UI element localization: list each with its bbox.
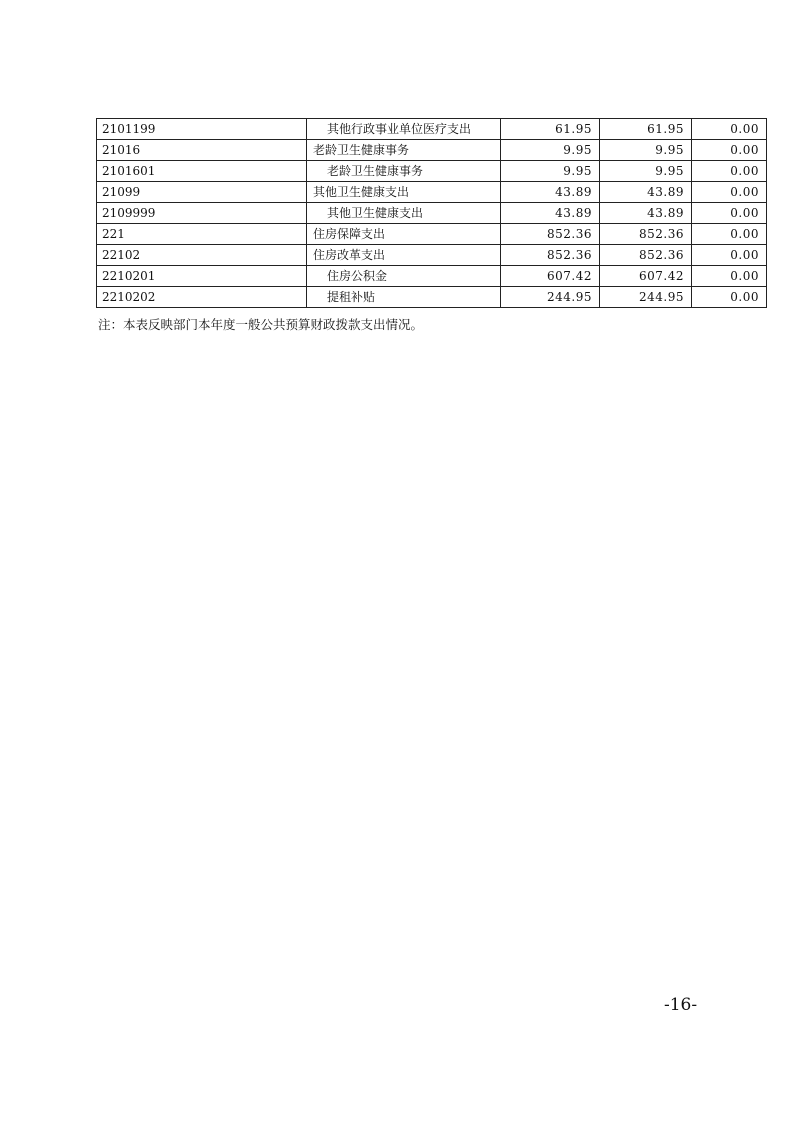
subject-name-cell: 其他卫生健康支出	[307, 182, 501, 203]
subject-code-cell: 2101199	[97, 119, 307, 140]
basic-expenditure-cell: 43.89	[600, 182, 692, 203]
subject-name-cell: 提租补贴	[307, 287, 501, 308]
subject-name-cell: 住房公积金	[307, 266, 501, 287]
project-expenditure-cell: 0.00	[692, 224, 767, 245]
table-note: 注：本表反映部门本年度一般公共预算财政拨款支出情况。	[98, 317, 424, 332]
subject-code-cell: 21099	[97, 182, 307, 203]
total-amount-cell: 9.95	[501, 140, 600, 161]
table-row	[97, 266, 767, 287]
total-amount-cell: 852.36	[501, 224, 600, 245]
basic-expenditure-cell: 9.95	[600, 161, 692, 182]
subject-name-cell: 其他行政事业单位医疗支出	[307, 119, 501, 140]
subject-code-cell: 22102	[97, 245, 307, 266]
table-row	[97, 245, 767, 266]
subject-name-cell: 老龄卫生健康事务	[307, 161, 501, 182]
basic-expenditure-cell: 852.36	[600, 245, 692, 266]
total-amount-cell: 61.95	[501, 119, 600, 140]
page-number: -16-	[664, 995, 698, 1015]
subject-name-cell: 住房改革支出	[307, 245, 501, 266]
subject-code-cell: 221	[97, 224, 307, 245]
table-row	[97, 161, 767, 182]
basic-expenditure-cell: 852.36	[600, 224, 692, 245]
table-row	[97, 203, 767, 224]
subject-name-cell: 住房保障支出	[307, 224, 501, 245]
table-row	[97, 119, 767, 140]
budget-table	[96, 118, 767, 308]
basic-expenditure-cell: 9.95	[600, 140, 692, 161]
total-amount-cell: 43.89	[501, 182, 600, 203]
total-amount-cell: 852.36	[501, 245, 600, 266]
total-amount-cell: 244.95	[501, 287, 600, 308]
subject-code-cell: 2101601	[97, 161, 307, 182]
project-expenditure-cell: 0.00	[692, 140, 767, 161]
project-expenditure-cell: 0.00	[692, 287, 767, 308]
subject-name-cell: 其他卫生健康支出	[307, 203, 501, 224]
table-row	[97, 140, 767, 161]
basic-expenditure-cell: 61.95	[600, 119, 692, 140]
subject-code-cell: 2210201	[97, 266, 307, 287]
subject-name-cell: 老龄卫生健康事务	[307, 140, 501, 161]
total-amount-cell: 9.95	[501, 161, 600, 182]
basic-expenditure-cell: 244.95	[600, 287, 692, 308]
subject-code-cell: 21016	[97, 140, 307, 161]
subject-code-cell: 2109999	[97, 203, 307, 224]
total-amount-cell: 607.42	[501, 266, 600, 287]
project-expenditure-cell: 0.00	[692, 161, 767, 182]
table-row	[97, 182, 767, 203]
total-amount-cell: 43.89	[501, 203, 600, 224]
basic-expenditure-cell: 43.89	[600, 203, 692, 224]
table-row	[97, 287, 767, 308]
project-expenditure-cell: 0.00	[692, 182, 767, 203]
budget-table-body	[97, 119, 767, 308]
basic-expenditure-cell: 607.42	[600, 266, 692, 287]
project-expenditure-cell: 0.00	[692, 203, 767, 224]
table-row	[97, 224, 767, 245]
subject-code-cell: 2210202	[97, 287, 307, 308]
project-expenditure-cell: 0.00	[692, 245, 767, 266]
project-expenditure-cell: 0.00	[692, 119, 767, 140]
project-expenditure-cell: 0.00	[692, 266, 767, 287]
